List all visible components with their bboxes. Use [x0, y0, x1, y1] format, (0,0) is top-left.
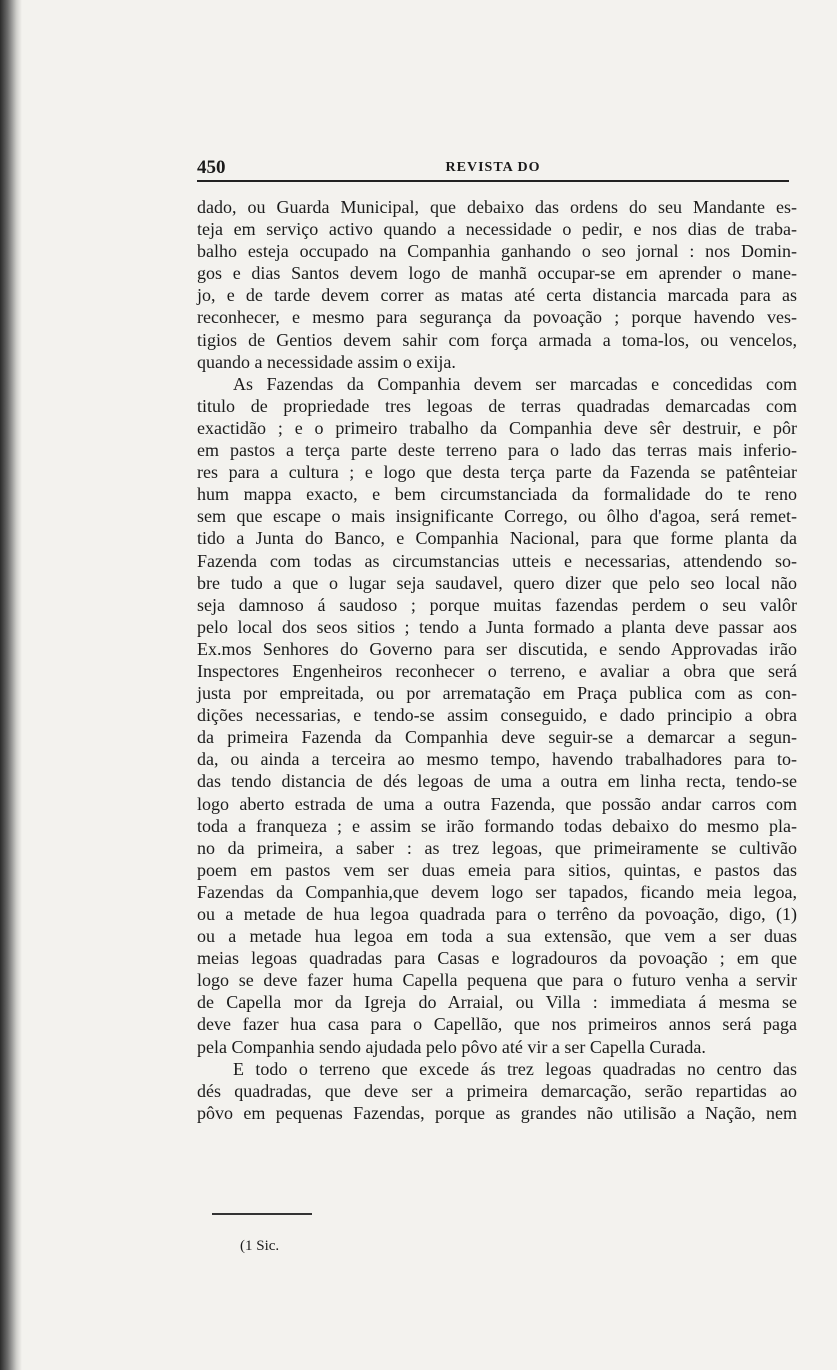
body-text [197, 196, 797, 1124]
text-line: bre tudo a que o lugar seja saudavel, quero dizer que pelo seo local não [197, 572, 797, 593]
text-line: sem que escape o mais insignificante Corrego, ou ôlho d'agoa, será remet- [197, 506, 797, 527]
text-line: quando a necessidade assim o exija. [197, 351, 456, 372]
text-line: pôvo em pequenas Fazendas, porque as grandes não utilisão a Nação, nem [197, 1102, 797, 1123]
text-line: E todo o terreno que excede ás trez legoas quadradas no centro das [233, 1058, 797, 1079]
text-line: dições necessarias, e tendo-se assim conseguido, e dado principio a obra [197, 705, 797, 726]
text-line: teja em serviço activo quando a necessidade o pedir, e nos dias de traba- [197, 219, 797, 240]
text-line: em pastos a terça parte deste terreno para o lado das terras mais inferio- [197, 440, 797, 461]
page-header [197, 157, 789, 179]
text-line: exactidão ; e o primeiro trabalho da Companhia deve sêr destruir, e pôr [197, 417, 797, 438]
book-binding-shadow [0, 0, 22, 1370]
text-line: justa por empreitada, ou por arrematação em Praça publica com as con- [197, 683, 797, 704]
text-line: hum mappa exacto, e bem circumstanciada da formalidade do te reno [197, 484, 797, 505]
text-line: Fazendas da Companhia,que devem logo ser tapados, ficando meia legoa, [197, 881, 797, 902]
text-line: reconhecer, e mesmo para segurança da povoação ; porque havendo ves- [197, 307, 797, 328]
text-line: de Capella mor da Igreja do Arraial, ou Villa : immediata á mesma se [197, 992, 797, 1013]
text-line: ou a metade de hua legoa quadrada para o terrêno da povoação, digo, (1) [197, 904, 797, 924]
text-line: balho esteja occupado na Companhia ganhando o seo jornal : nos Domin- [197, 241, 797, 262]
text-line: poem em pastos vem ser duas emeia para sitios, quintas, e pastos das [197, 859, 797, 880]
text-line: jo, e de tarde devem correr as matas até certa distancia marcada para as [197, 285, 797, 306]
page-number: 450 [197, 157, 226, 178]
text-line: meias legoas quadradas para Casas e logradouros da povoação ; em que [197, 948, 797, 969]
text-line: da primeira Fazenda da Companhia deve seguir-se a demarcar a segun- [197, 727, 797, 748]
text-line: ou a metade hua legoa em toda a sua extensão, que vem a ser duas [197, 926, 797, 947]
text-line: toda a franqueza ; e assim se irão formando todas debaixo do mesmo pla- [197, 815, 797, 836]
footnote: (1 Sic. [240, 1238, 280, 1254]
text-line: da, ou ainda a terceira ao mesmo tempo, havendo trabalhadores para to- [197, 749, 797, 770]
running-head: REVISTA DO [445, 160, 541, 175]
text-line: deve fazer hua casa para o Capellão, que nos primeiros annos será paga [197, 1014, 797, 1035]
text-line: dado, ou Guarda Municipal, que debaixo das ordens do seu Mandante es- [197, 197, 797, 217]
paragraph [197, 1058, 797, 1124]
text-line: seja damnoso á saudoso ; porque muitas fazendas perdem o seu valôr [197, 594, 797, 615]
text-line: Ex.mos Senhores do Governo para ser discutida, e sendo Approvadas irão [197, 638, 797, 659]
text-line: pelo local dos seos sitios ; tendo a Junta formado a planta deve passar aos [197, 616, 797, 637]
text-line: logo aberto estrada de uma a outra Fazenda, que possão andar carros com [197, 793, 797, 814]
text-line: pela Companhia sendo ajudada pelo pôvo até vir a ser Capella Curada. [197, 1036, 706, 1057]
text-line: logo se deve fazer huma Capella pequena que para o futuro venha a servir [197, 970, 797, 991]
text-line: tigios de Gentios devem sahir com força armada a toma-los, ou vencelos, [197, 329, 797, 350]
text-line: das tendo distancia de dés legoas de uma a outra em linha recta, tendo-se [197, 771, 797, 792]
text-line: gos e dias Santos devem logo de manhã occupar-se em aprender o mane- [197, 263, 797, 284]
header-rule [197, 180, 789, 182]
text-line: no da primeira, a saber : as trez legoas, que primeiramente se cultivão [197, 837, 797, 858]
paragraph [197, 196, 797, 373]
footnote-rule [212, 1213, 312, 1215]
text-line: Fazenda com todas as circumstancias utteis e necessarias, attendendo so- [197, 550, 797, 571]
text-line: Inspectores Engenheiros reconhecer o terreno, e avaliar a obra que será [197, 660, 797, 681]
text-line: res para a cultura ; e logo que desta terça parte da Fazenda se patênteiar [197, 462, 797, 483]
text-line: tido a Junta do Banco, e Companhia Nacional, para que forme planta da [197, 528, 797, 549]
text-line: titulo de propriedade tres legoas de terras quadradas demarcadas com [197, 395, 797, 416]
paragraph [197, 373, 797, 1058]
text-line: As Fazendas da Companhia devem ser marcadas e concedidas com [233, 373, 797, 394]
text-line: dés quadradas, que deve ser a primeira demarcação, serão repartidas ao [197, 1080, 797, 1101]
